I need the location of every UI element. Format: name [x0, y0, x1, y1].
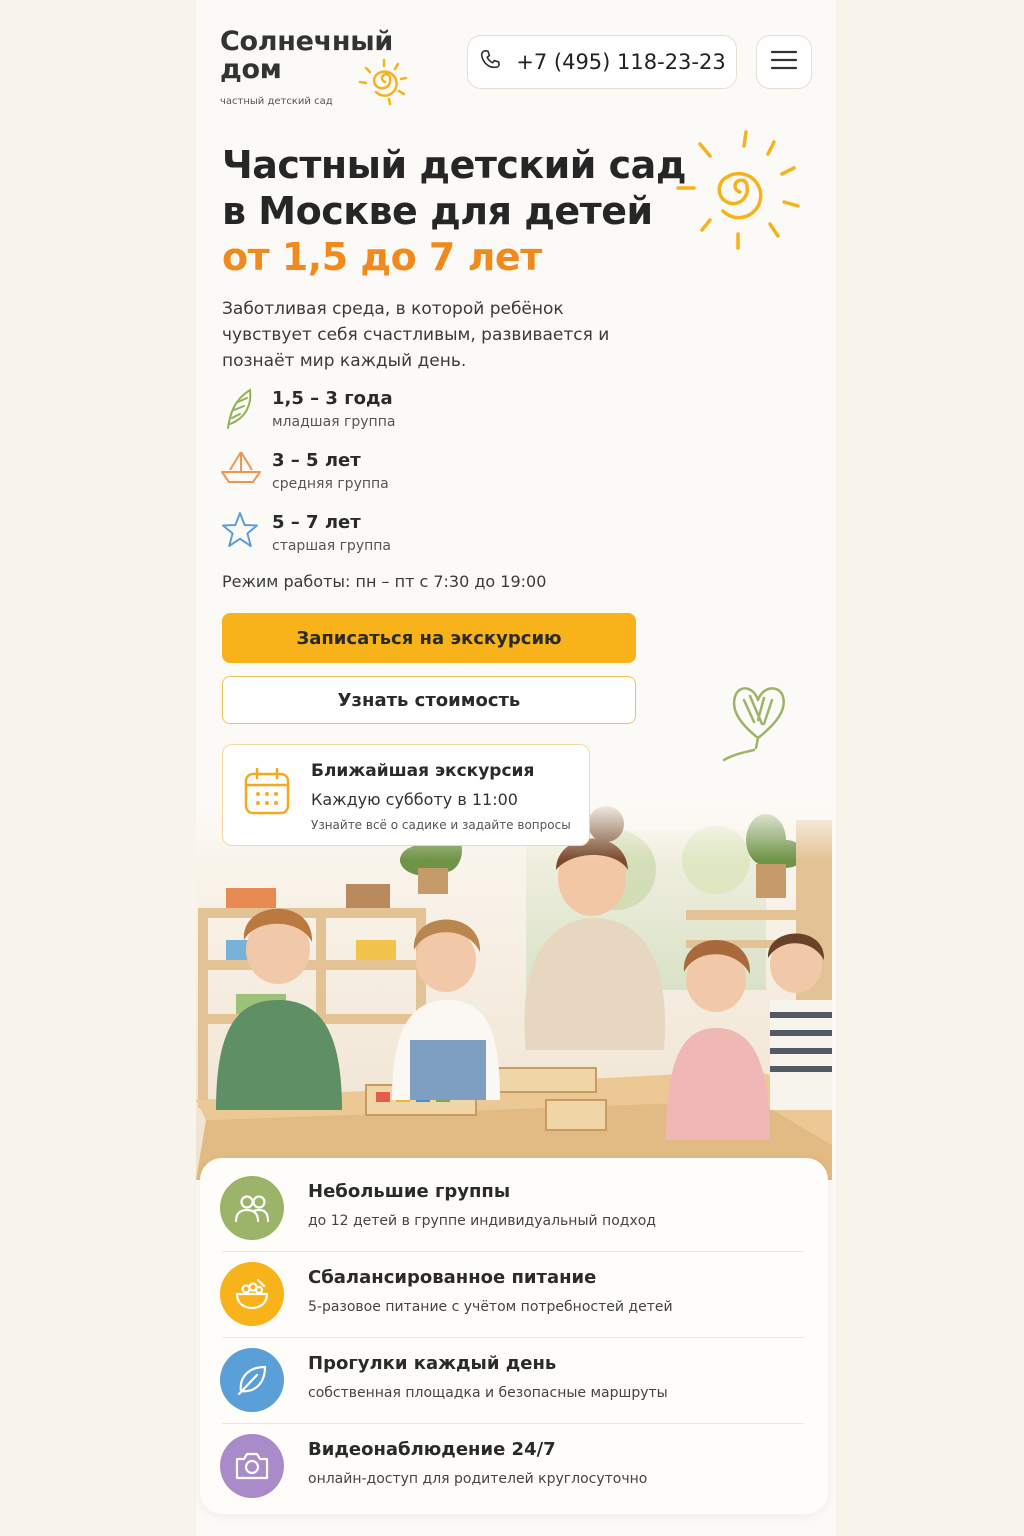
calendar-icon [243, 767, 291, 821]
book-excursion-button[interactable]: Записаться на экскурсию [222, 613, 636, 663]
star-icon [220, 510, 260, 550]
classroom-photo [196, 800, 832, 1180]
logo-name-line2: дом [220, 54, 282, 85]
page [196, 0, 836, 1536]
hero-title [222, 142, 692, 280]
group-name: старшая группа [272, 538, 391, 554]
logo-sun-icon [358, 58, 412, 110]
food-bowl-icon [220, 1262, 284, 1326]
price-button[interactable]: Узнать стоимость [222, 676, 636, 724]
hero-title-line2: в Москве для детей [222, 189, 653, 233]
group-name: младшая группа [272, 414, 396, 430]
feature-item [200, 1424, 828, 1510]
logo-subtitle: частный детский сад [220, 96, 333, 107]
heart-doodle-icon [718, 680, 798, 768]
feature-title: Небольшие группы [308, 1181, 511, 1202]
feature-description: 5-разовое питание с учётом потребностей детей [308, 1299, 673, 1315]
people-icon [220, 1176, 284, 1240]
paper-boat-icon [220, 448, 260, 488]
feature-item [200, 1166, 828, 1252]
group-age: 5 – 7 лет [272, 512, 361, 533]
feature-description: до 12 детей в группе индивидуальный подход [308, 1213, 656, 1229]
group-age: 1,5 – 3 года [272, 388, 393, 409]
feature-title: Сбалансированное питание [308, 1267, 597, 1288]
feature-item [200, 1252, 828, 1338]
phone-number: +7 (495) 118-23-23 [516, 50, 726, 74]
feature-title: Прогулки каждый день [308, 1353, 557, 1374]
logo[interactable] [220, 28, 393, 107]
hamburger-icon [771, 49, 797, 75]
menu-button[interactable] [756, 35, 812, 89]
hero-description: Заботливая среда, в которой ребёнок чувствует себя счастливым, развивается и познаёт мир каждый день. [222, 299, 610, 371]
excursion-note: Узнайте всё о садике и задайте вопросы [311, 818, 571, 832]
leaf-icon [220, 386, 260, 426]
feature-item [200, 1338, 828, 1424]
group-name: средняя группа [272, 476, 389, 492]
feature-title: Видеонаблюдение 24/7 [308, 1439, 556, 1460]
group-age: 3 – 5 лет [272, 450, 361, 471]
hero-title-line1: Частный детский сад [222, 143, 687, 187]
phone-icon [478, 47, 504, 78]
excursion-time: Каждую субботу в 11:00 [311, 790, 518, 809]
leaf-icon [220, 1348, 284, 1412]
working-hours: Режим работы: пн – пт с 7:30 до 19:00 [222, 572, 547, 591]
camera-icon [220, 1434, 284, 1498]
feature-description: онлайн-доступ для родителей круглосуточно [308, 1471, 648, 1487]
feature-description: собственная площадка и безопасные маршруты [308, 1385, 668, 1401]
hero-title-accent: от 1,5 до 7 лет [222, 235, 542, 279]
excursion-title: Ближайшая экскурсия [311, 761, 535, 781]
excursion-card[interactable] [222, 744, 590, 846]
phone-button[interactable] [467, 35, 737, 89]
sun-icon [674, 126, 804, 260]
features-card [200, 1158, 828, 1514]
logo-name-line1: Солнечный [220, 26, 393, 57]
